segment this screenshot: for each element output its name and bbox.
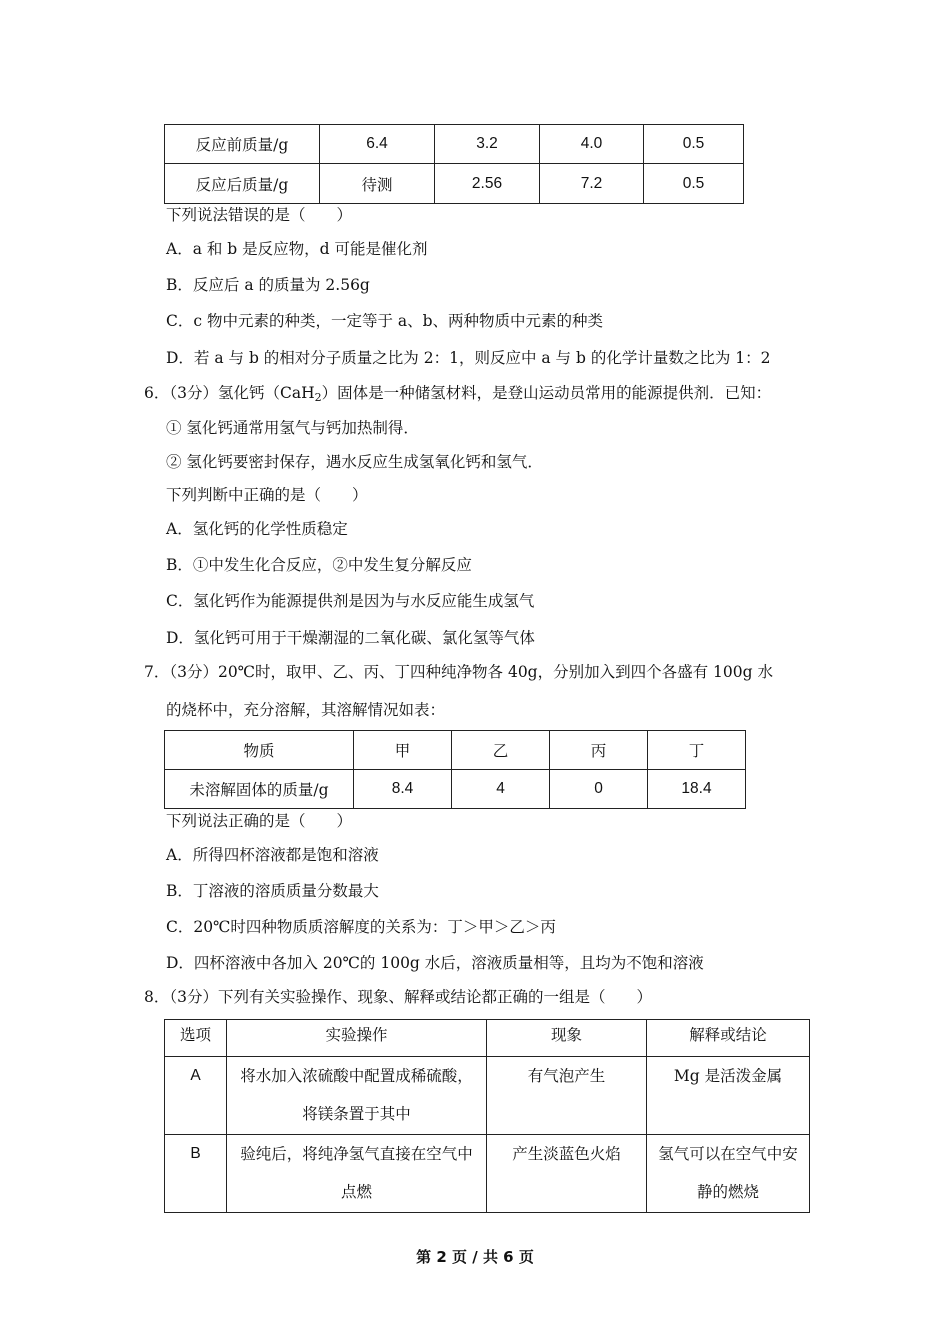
q7-option-d: D．四杯溶液中各加入 20℃的 100g 水后，溶液质量相等，且均为不饱和溶液 [166,954,704,972]
q7-option-c: C．20℃时四种物质质溶解度的关系为：丁＞甲＞乙＞丙 [166,918,556,936]
operation-cell [227,1135,487,1213]
q6-stem-post: ）固体是一种储氢材料，是登山运动员常用的能源提供剂．已知： [321,384,772,402]
row-label: 未溶解固体的质量/g [165,770,354,809]
table-cell: 0.5 [644,164,744,204]
table-cell: 4 [452,770,550,809]
table-cell: 2.56 [435,164,540,204]
table-row [165,1057,810,1135]
q7-stem-line-2: 的烧杯中，充分溶解，其溶解情况如表： [166,701,446,719]
q6-prompt: 下列判断中正确的是（ ） [166,486,368,504]
q6-fact-2: ② 氢化钙要密封保存，遇水反应生成氢氧化钙和氢气． [166,453,543,471]
q6-stem [144,383,771,408]
column-header: 实验操作 [227,1020,487,1057]
option-cell: B [165,1135,227,1213]
q7-stem-line-1: 7．（3分）20℃时，取甲、乙、丙、丁四种纯净物各 40g，分别加入到四个各盛有 100g 水 [144,663,773,681]
operation-line: 验纯后，将纯净氢气直接在空气中 [240,1145,473,1163]
column-header: 物质 [165,731,354,770]
table-cell: 7.2 [540,164,644,204]
q5-option-c: C．c 物中元素的种类，一定等于 a、b、两种物质中元素的种类 [166,312,604,330]
table-header-row [165,1020,810,1057]
q5-option-b: B．反应后 a 的质量为 2.56g [166,276,370,294]
row-label: 反应前质量/g [165,125,320,164]
column-header: 解释或结论 [647,1020,810,1057]
conclusion-cell [647,1135,810,1213]
table-row [165,770,746,809]
q5-prompt: 下列说法错误的是（ ） [166,206,353,224]
table-cell: 0.5 [644,125,744,164]
q6-stem-subscript: 2 [314,391,322,404]
table-cell: 8.4 [354,770,452,809]
q6-option-b: B．①中发生化合反应，②中发生复分解反应 [166,556,472,574]
column-header: 乙 [452,731,550,770]
table-row [165,1135,810,1213]
operation-line: 点燃 [340,1183,372,1201]
experiment-table [164,1019,810,1213]
conclusion-cell [647,1057,810,1135]
column-header: 丁 [648,731,746,770]
conclusion-line: 氢气可以在空气中安 [658,1145,798,1163]
table-cell: 待测 [320,164,435,204]
q7-prompt: 下列说法正确的是（ ） [166,812,353,830]
q6-option-a: A．氢化钙的化学性质稳定 [166,520,348,538]
q6-fact-1: ① 氢化钙通常用氢气与钙加热制得． [166,419,419,437]
operation-line: 将镁条置于其中 [302,1105,411,1123]
q8-stem: 8．（3分）下列有关实验操作、现象、解释或结论都正确的一组是（ ） [144,988,652,1006]
table-cell: 3.2 [435,125,540,164]
q6-option-c: C．氢化钙作为能源提供剂是因为与水反应能生成氢气 [166,592,535,610]
table-row [165,125,744,164]
table-cell: 6.4 [320,125,435,164]
page-footer: 第 2 页 / 共 6 页 [416,1248,534,1266]
column-header: 现象 [487,1020,647,1057]
table-header-row [165,731,746,770]
phenomenon-cell: 产生淡蓝色火焰 [487,1135,647,1213]
operation-line: 将水加入浓硫酸中配置成稀硫酸， [240,1067,473,1085]
q6-option-d: D．氢化钙可用于干燥潮湿的二氧化碳、氯化氢等气体 [166,629,535,647]
solubility-table [164,730,746,809]
column-header: 丙 [550,731,648,770]
conclusion-line: Mg 是活泼金属 [673,1067,783,1085]
column-header: 选项 [165,1020,227,1057]
operation-cell [227,1057,487,1135]
q5-option-a: A．a 和 b 是反应物，d 可能是催化剂 [166,240,428,258]
phenomenon-cell: 有气泡产生 [487,1057,647,1135]
q6-stem-pre: 6．（3分）氢化钙（CaH [144,384,315,402]
row-label: 反应后质量/g [165,164,320,204]
mass-table [164,124,744,204]
conclusion-line: 静的燃烧 [696,1183,759,1201]
column-header: 甲 [354,731,452,770]
q7-option-b: B．丁溶液的溶质质量分数最大 [166,882,379,900]
q5-option-d: D．若 a 与 b 的相对分子质量之比为 2：1，则反应中 a 与 b 的化学计量数之比为 1：2 [166,349,771,367]
q7-option-a: A．所得四杯溶液都是饱和溶液 [166,846,379,864]
table-cell: 18.4 [648,770,746,809]
table-row [165,164,744,204]
table-cell: 0 [550,770,648,809]
table-cell: 4.0 [540,125,644,164]
option-cell: A [165,1057,227,1135]
